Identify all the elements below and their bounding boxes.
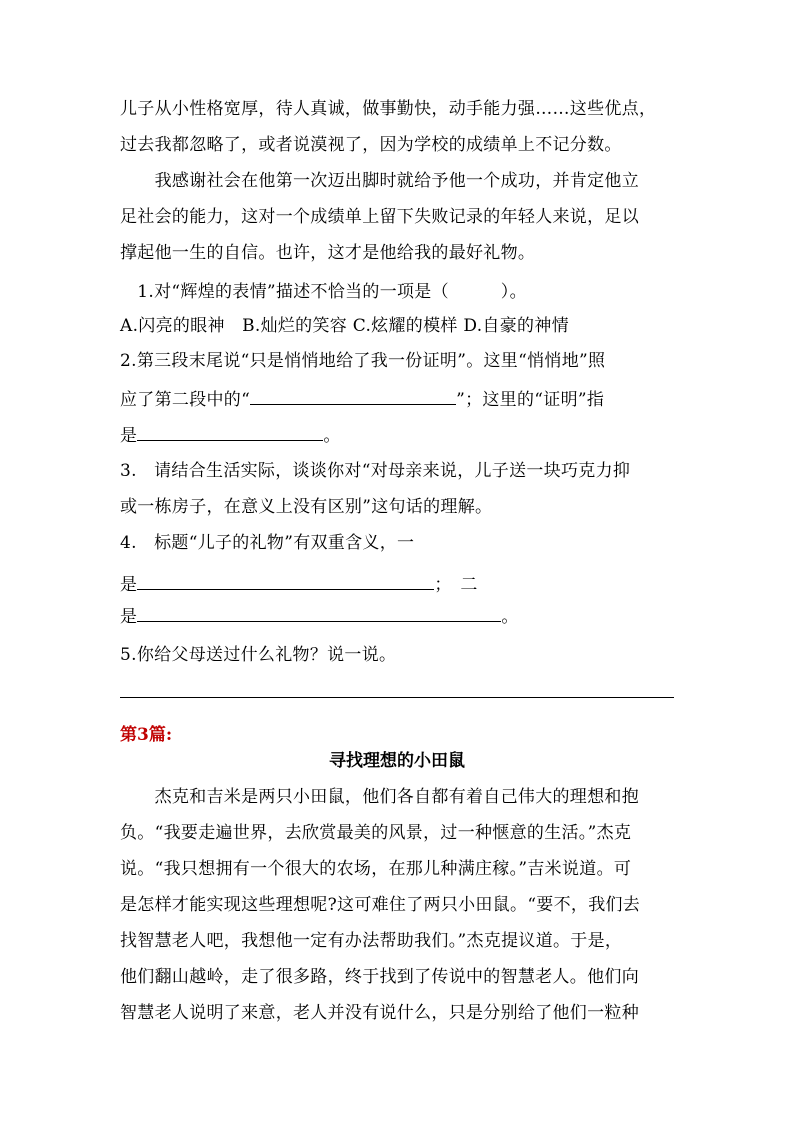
- story-line-4: 是怎样才能实现这些理想呢?这可难住了两只小田鼠。“要不，我们去: [120, 895, 641, 915]
- question-3-line-1: 3. 请结合生活实际，谈谈你对“对母亲来说，儿子送一块巧克力抑: [120, 461, 631, 481]
- answer-blank-4b[interactable]: [137, 605, 501, 622]
- story-line-3: 说。“我只想拥有一个很大的农场，在那儿种满庄稼。”吉米说道。可: [120, 859, 632, 879]
- question-5: 5.你给父母送过什么礼物？说一说。: [120, 645, 397, 665]
- passage-line-4: 足社会的能力，这对一个成绩单上留下失败记录的年轻人来说，足以: [120, 207, 639, 227]
- question-2-line-2: [120, 388, 680, 411]
- passage-line-3: 我感谢社会在他第一次迈出脚时就给予他一个成功，并肯定他立: [120, 171, 639, 191]
- question-4-line-1: 4. 标题“儿子的礼物”有双重含义，一: [120, 533, 415, 553]
- passage-line-2: 过去我都忽略了，或者说漠视了，因为学校的成绩单上不记分数。: [120, 135, 622, 155]
- answer-blank-4a[interactable]: [137, 573, 434, 590]
- story-line-2: 负。“我要走遍世界，去欣赏最美的风景，过一种惬意的生活。”杰克: [120, 823, 632, 843]
- answer-blank-2b[interactable]: [137, 424, 323, 441]
- question-2-text-c: 是: [120, 426, 138, 446]
- question-1: 1.对“辉煌的表情”描述不恰当的一项是（ ）。: [120, 282, 527, 302]
- question-2-line-3: [120, 424, 680, 447]
- question-2-text-a: 应了第二段中的“: [120, 390, 251, 410]
- question-2-text-d: 。: [323, 426, 341, 446]
- question-4-text-d: 。: [501, 607, 519, 627]
- question-4-line-2: [120, 573, 680, 596]
- passage-line-5: 撑起他一生的自信。也许，这才是他给我的最好礼物。: [120, 243, 536, 263]
- story-line-5: 找智慧老人吧，我想他一定有办法帮助我们。”杰克提议道。于是，: [120, 931, 623, 951]
- question-4-text-a: 是: [120, 575, 138, 595]
- section-label: 第3篇:: [120, 725, 173, 745]
- question-2-text-b: ”；这里的“证明”指: [456, 390, 605, 410]
- answer-line-5[interactable]: [120, 697, 674, 698]
- story-title: 寻找理想的小田鼠: [329, 751, 465, 771]
- question-3-line-2: 或一栋房子，在意义上没有区别”这句话的理解。: [120, 497, 493, 517]
- answer-blank-2a[interactable]: [250, 388, 456, 405]
- passage-line-1: 儿子从小性格宽厚，待人真诚，做事勤快，动手能力强……这些优点，: [120, 99, 657, 119]
- question-4-line-3: [120, 605, 680, 628]
- question-1-options: A.闪亮的眼神 B.灿烂的笑容 C.炫耀的模样 D.自豪的神情: [120, 316, 569, 336]
- story-line-1: 杰克和吉米是两只小田鼠，他们各自都有着自己伟大的理想和抱: [120, 787, 639, 807]
- question-4-text-b: ； 二: [434, 575, 478, 595]
- story-line-7: 智慧老人说明了来意，老人并没有说什么，只是分别给了他们一粒种: [120, 1003, 639, 1023]
- question-2-line-1: 2.第三段末尾说“只是悄悄地给了我一份证明”。这里“悄悄地”照: [120, 351, 606, 371]
- question-4-text-c: 是: [120, 607, 138, 627]
- story-line-6: 他们翻山越岭，走了很多路，终于找到了传说中的智慧老人。他们向: [120, 967, 639, 987]
